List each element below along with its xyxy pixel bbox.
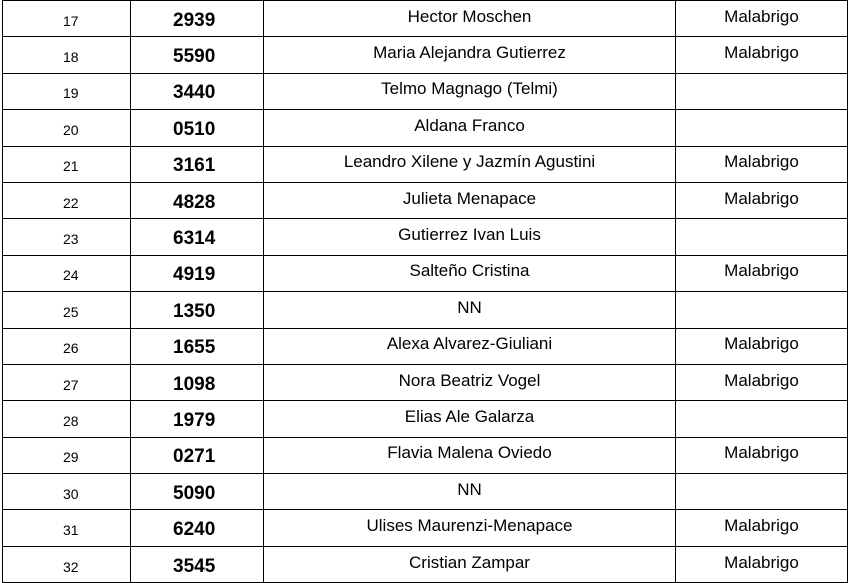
name-cell: Aldana Franco bbox=[264, 110, 676, 146]
group-cell bbox=[676, 292, 848, 328]
table-row bbox=[3, 292, 848, 328]
code-cell: 3440 bbox=[131, 73, 264, 109]
group-cell: Malabrigo bbox=[676, 1, 848, 37]
row-number-cell: 26 bbox=[3, 328, 131, 364]
table-row bbox=[3, 146, 848, 182]
table-row bbox=[3, 1, 848, 37]
table-row bbox=[3, 328, 848, 364]
name-cell: Gutierrez Ivan Luis bbox=[264, 219, 676, 255]
code-cell: 1350 bbox=[131, 292, 264, 328]
group-cell: Malabrigo bbox=[676, 364, 848, 400]
table-row bbox=[3, 37, 848, 73]
row-number-cell: 28 bbox=[3, 401, 131, 437]
code-cell: 4919 bbox=[131, 255, 264, 291]
table-row bbox=[3, 401, 848, 437]
name-cell: Cristian Zampar bbox=[264, 546, 676, 582]
group-cell bbox=[676, 401, 848, 437]
code-cell: 6240 bbox=[131, 510, 264, 546]
group-cell: Malabrigo bbox=[676, 255, 848, 291]
table-row bbox=[3, 73, 848, 109]
table-row bbox=[3, 182, 848, 218]
name-cell: Telmo Magnago (Telmi) bbox=[264, 73, 676, 109]
name-cell: Maria Alejandra Gutierrez bbox=[264, 37, 676, 73]
code-cell: 6314 bbox=[131, 219, 264, 255]
code-cell: 1098 bbox=[131, 364, 264, 400]
table-row bbox=[3, 255, 848, 291]
row-number-cell: 23 bbox=[3, 219, 131, 255]
name-cell: Alexa Alvarez-Giuliani bbox=[264, 328, 676, 364]
name-cell: Elias Ale Galarza bbox=[264, 401, 676, 437]
row-number-cell: 30 bbox=[3, 474, 131, 510]
row-number-cell: 31 bbox=[3, 510, 131, 546]
code-cell: 1655 bbox=[131, 328, 264, 364]
row-number-cell: 17 bbox=[3, 1, 131, 37]
code-cell: 3161 bbox=[131, 146, 264, 182]
name-cell: Leandro Xilene y Jazmín Agustini bbox=[264, 146, 676, 182]
name-cell: NN bbox=[264, 474, 676, 510]
group-cell: Malabrigo bbox=[676, 182, 848, 218]
table-row bbox=[3, 110, 848, 146]
table-body bbox=[3, 1, 848, 583]
code-cell: 5590 bbox=[131, 37, 264, 73]
row-number-cell: 21 bbox=[3, 146, 131, 182]
group-cell bbox=[676, 110, 848, 146]
code-cell: 2939 bbox=[131, 1, 264, 37]
name-cell: Ulises Maurenzi-Menapace bbox=[264, 510, 676, 546]
table-row bbox=[3, 546, 848, 582]
group-cell: Malabrigo bbox=[676, 510, 848, 546]
name-cell: Hector Moschen bbox=[264, 1, 676, 37]
group-cell bbox=[676, 73, 848, 109]
name-cell: Julieta Menapace bbox=[264, 182, 676, 218]
group-cell: Malabrigo bbox=[676, 437, 848, 473]
code-cell: 4828 bbox=[131, 182, 264, 218]
name-cell: Nora Beatriz Vogel bbox=[264, 364, 676, 400]
group-cell: Malabrigo bbox=[676, 328, 848, 364]
row-number-cell: 19 bbox=[3, 73, 131, 109]
code-cell: 3545 bbox=[131, 546, 264, 582]
row-number-cell: 20 bbox=[3, 110, 131, 146]
group-cell: Malabrigo bbox=[676, 37, 848, 73]
table-row bbox=[3, 474, 848, 510]
table-row bbox=[3, 510, 848, 546]
row-number-cell: 27 bbox=[3, 364, 131, 400]
group-cell: Malabrigo bbox=[676, 146, 848, 182]
name-cell: Salteño Cristina bbox=[264, 255, 676, 291]
code-cell: 0271 bbox=[131, 437, 264, 473]
code-cell: 5090 bbox=[131, 474, 264, 510]
code-cell: 0510 bbox=[131, 110, 264, 146]
table-row bbox=[3, 437, 848, 473]
row-number-cell: 29 bbox=[3, 437, 131, 473]
name-cell: Flavia Malena Oviedo bbox=[264, 437, 676, 473]
table-row bbox=[3, 364, 848, 400]
data-table bbox=[2, 0, 848, 583]
group-cell: Malabrigo bbox=[676, 546, 848, 582]
code-cell: 1979 bbox=[131, 401, 264, 437]
name-cell: NN bbox=[264, 292, 676, 328]
row-number-cell: 32 bbox=[3, 546, 131, 582]
row-number-cell: 18 bbox=[3, 37, 131, 73]
row-number-cell: 22 bbox=[3, 182, 131, 218]
row-number-cell: 25 bbox=[3, 292, 131, 328]
group-cell bbox=[676, 219, 848, 255]
row-number-cell: 24 bbox=[3, 255, 131, 291]
group-cell bbox=[676, 474, 848, 510]
table-row bbox=[3, 219, 848, 255]
